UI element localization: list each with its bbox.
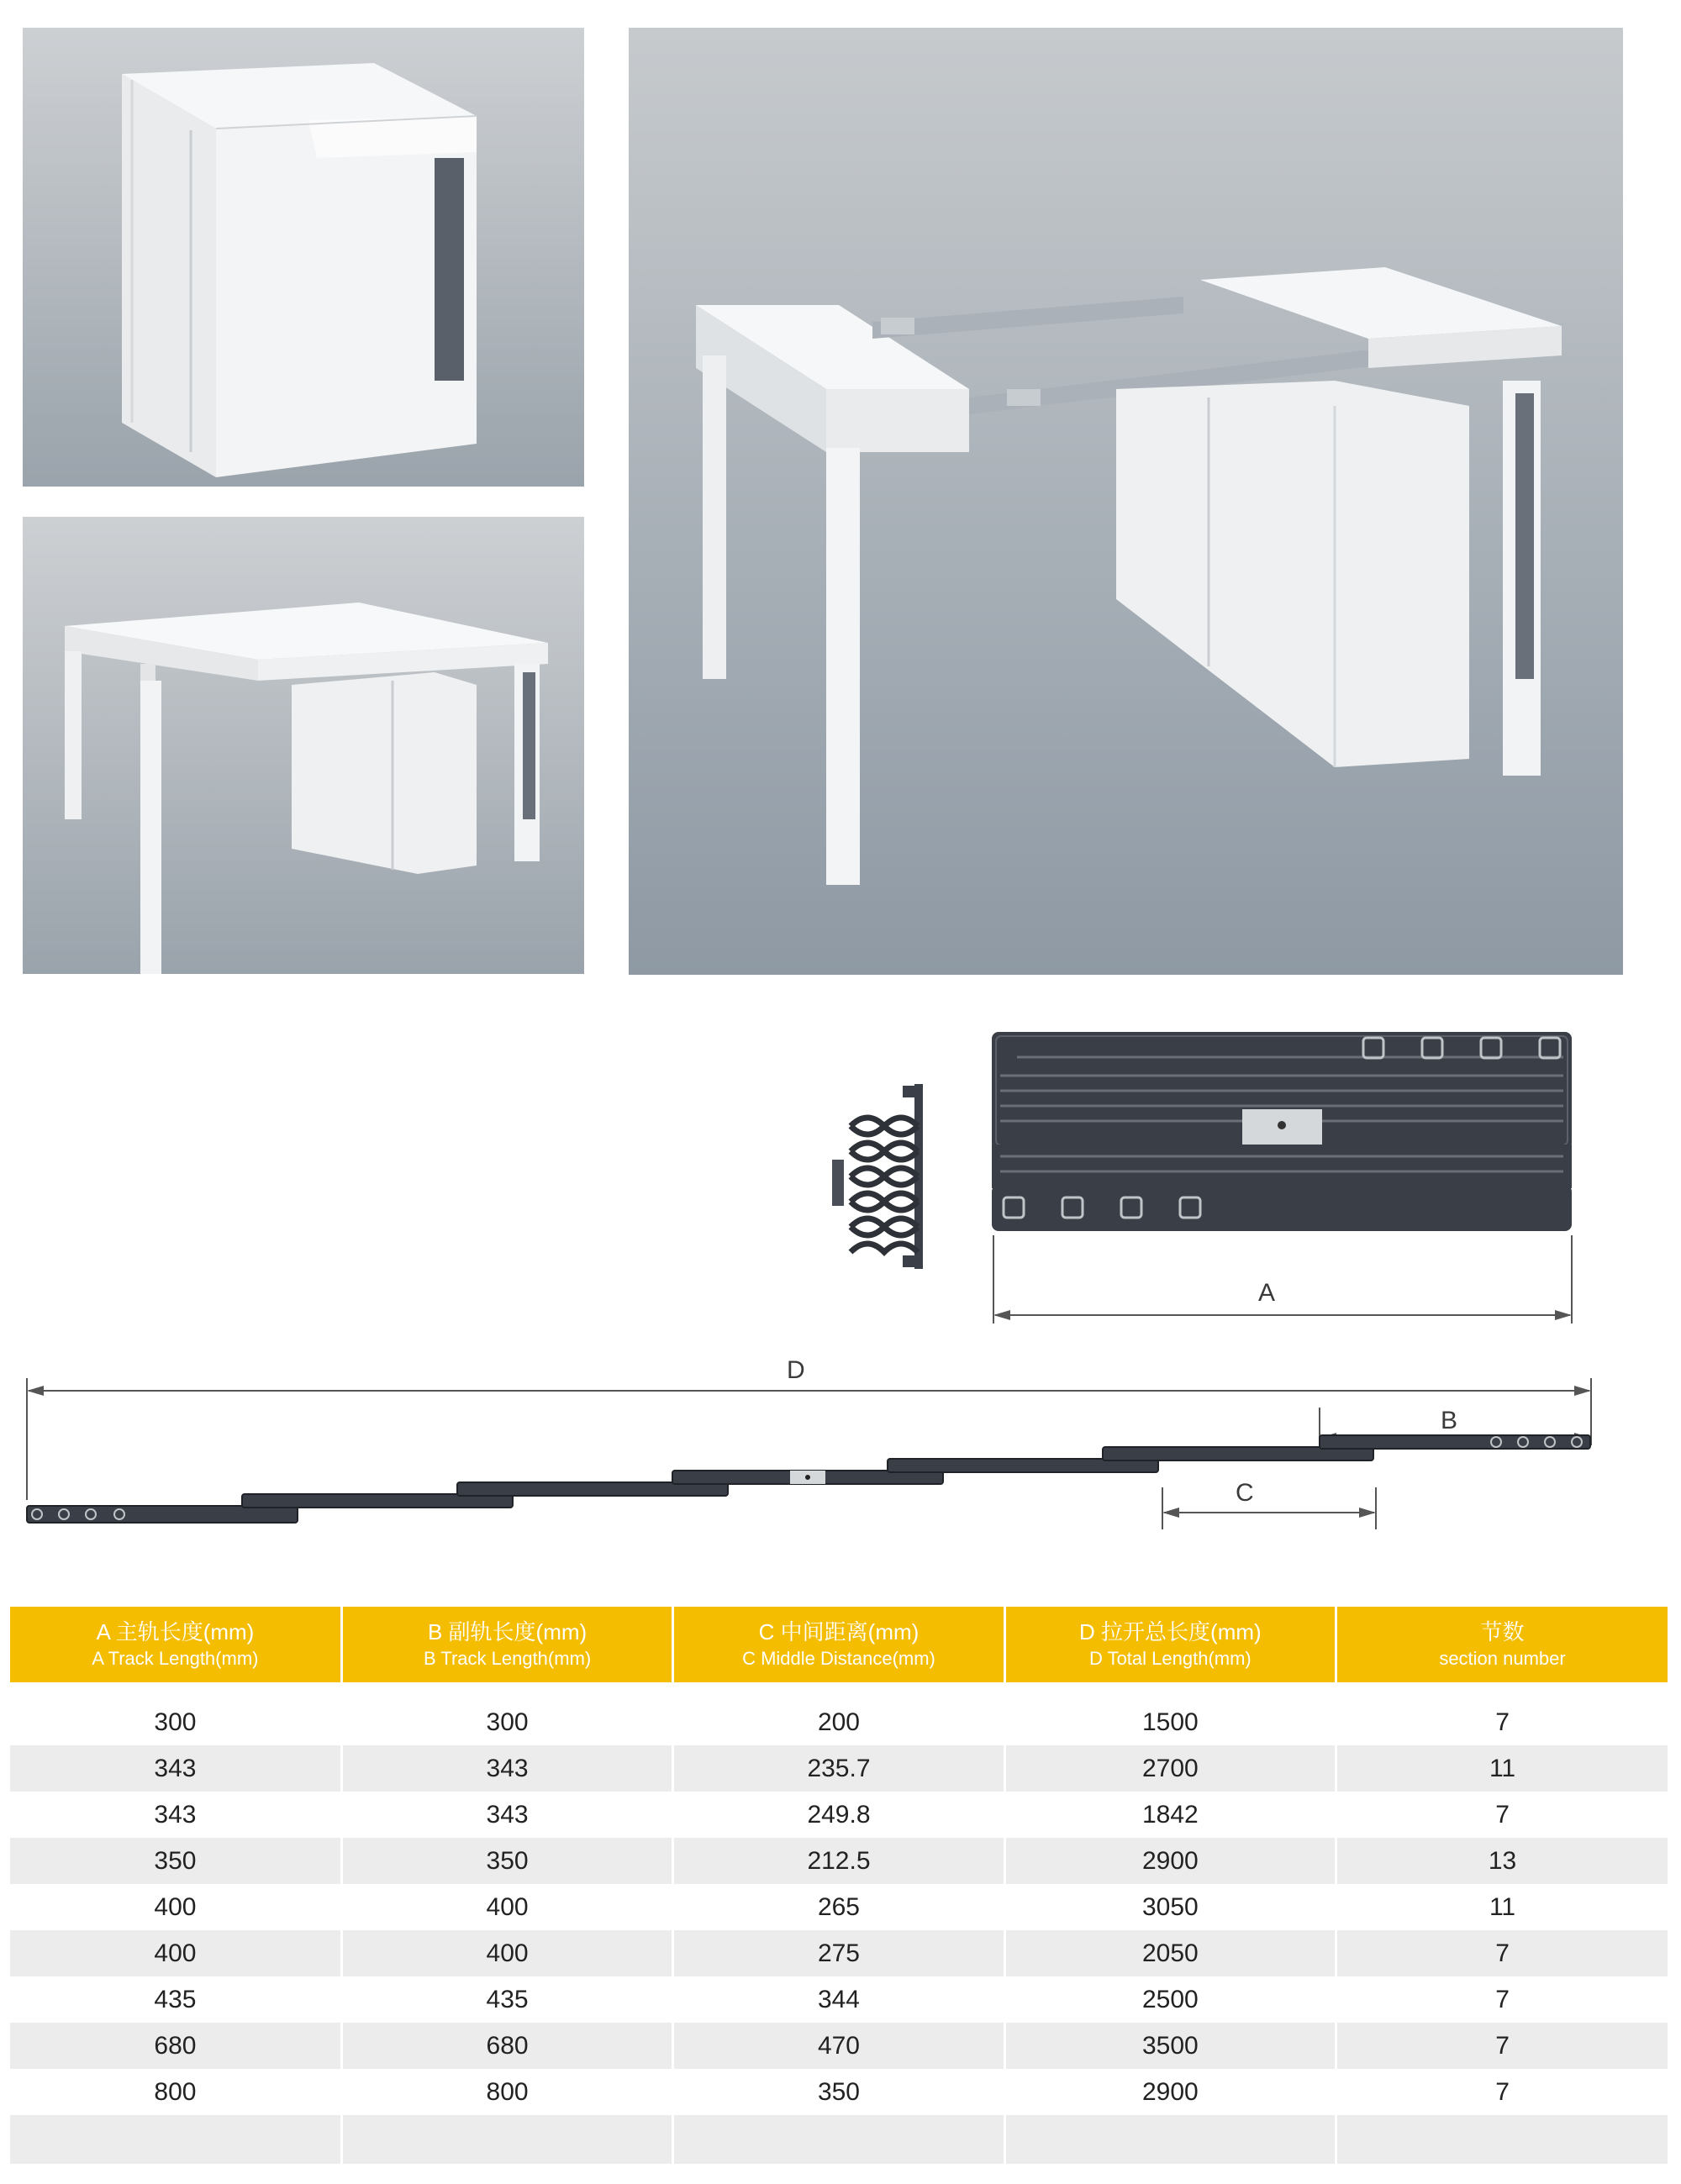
- table-cell: 2700: [1004, 1745, 1336, 1792]
- table-slide-rails-illustration: [629, 28, 1623, 975]
- cabinet-closed-illustration: [23, 28, 584, 487]
- table-row: [10, 1884, 1668, 1930]
- table-cell: 800: [10, 2069, 341, 2115]
- table-cell: 400: [10, 1930, 341, 1976]
- table-cell: 13: [1336, 1838, 1668, 1884]
- dimension-a-label: A: [1258, 1279, 1276, 1307]
- table-row: [10, 1792, 1668, 1838]
- slide-mechanism-photo: [629, 28, 1623, 975]
- table-cell: 400: [341, 1930, 672, 1976]
- table-cell: 343: [341, 1745, 672, 1792]
- table-cell: 249.8: [673, 1792, 1004, 1838]
- table-row: [10, 1838, 1668, 1884]
- table-cell: 800: [341, 2069, 672, 2115]
- table-cell: 400: [10, 1884, 341, 1930]
- table-cell: 680: [341, 2023, 672, 2069]
- header-b-track-length: B 副轨长度(mm) B Track Length(mm): [341, 1607, 672, 1682]
- table-cell: 235.7: [673, 1745, 1004, 1792]
- dimension-c-label: C: [1236, 1479, 1254, 1507]
- rail-top-view: [992, 1032, 1572, 1231]
- table-cell: 2500: [1004, 1976, 1336, 2023]
- table-cell: 7: [1336, 1699, 1668, 1745]
- table-cell: 7: [1336, 1792, 1668, 1838]
- table-cell: 350: [673, 2069, 1004, 2115]
- table-cell: 200: [673, 1699, 1004, 1745]
- dimension-b-label: B: [1441, 1407, 1458, 1434]
- rail-side-profile: [832, 1084, 923, 1269]
- table-cell: 212.5: [673, 1838, 1004, 1884]
- table-cell: 2900: [1004, 1838, 1336, 1884]
- table-row: [10, 1699, 1668, 1745]
- table-cell: 400: [341, 1884, 672, 1930]
- table-cell: 344: [673, 1976, 1004, 2023]
- extended-rail-sections: [27, 1435, 1590, 1523]
- table-cell: 3500: [1004, 2023, 1336, 2069]
- table-cell: 350: [341, 1838, 672, 1884]
- table-cell: 470: [673, 2023, 1004, 2069]
- table-row: [10, 2023, 1668, 2069]
- table-cell: 11: [1336, 1745, 1668, 1792]
- table-cell: 275: [673, 1930, 1004, 1976]
- table-row: [10, 2069, 1668, 2115]
- table-cell: 343: [10, 1792, 341, 1838]
- table-cell: 7: [1336, 1930, 1668, 1976]
- table-cell: 343: [341, 1792, 672, 1838]
- extended-table-photo: [23, 517, 584, 974]
- table-cell: 7: [1336, 2069, 1668, 2115]
- table-cell: 680: [10, 2023, 341, 2069]
- table-cell: 300: [341, 1699, 672, 1745]
- table-cell: 265: [673, 1884, 1004, 1930]
- table-cell: 11: [1336, 1884, 1668, 1930]
- table-row: [10, 1930, 1668, 1976]
- table-header-row: [10, 1607, 1668, 1682]
- table-cell: 1500: [1004, 1699, 1336, 1745]
- header-section-number: 节数 section number: [1336, 1607, 1668, 1682]
- closed-cabinet-photo: [23, 28, 584, 487]
- table-cell: 435: [341, 1976, 672, 2023]
- table-cell: 7: [1336, 1976, 1668, 2023]
- header-a-track-length: A 主轨长度(mm) A Track Length(mm): [10, 1607, 341, 1682]
- table-row: [10, 1745, 1668, 1792]
- table-cell: 350: [10, 1838, 341, 1884]
- table-cell: 3050: [1004, 1884, 1336, 1930]
- table-cell: 435: [10, 1976, 341, 2023]
- table-cell: 2050: [1004, 1930, 1336, 1976]
- header-d-total-length: D 拉开总长度(mm) D Total Length(mm): [1004, 1607, 1336, 1682]
- table-row: [10, 1976, 1668, 2023]
- table-cell: 2900: [1004, 2069, 1336, 2115]
- table-extended-illustration: [23, 517, 584, 974]
- header-c-middle-distance: C 中间距离(mm) C Middle Distance(mm): [673, 1607, 1004, 1682]
- table-cell: 300: [10, 1699, 341, 1745]
- track-dimension-diagram: [0, 992, 1681, 1546]
- table-cell: 1842: [1004, 1792, 1336, 1838]
- table-cell: 343: [10, 1745, 341, 1792]
- dimension-d-label: D: [787, 1356, 805, 1384]
- spec-table: [10, 1607, 1668, 2164]
- table-cell: 7: [1336, 2023, 1668, 2069]
- table-row-empty: [10, 2115, 1668, 2164]
